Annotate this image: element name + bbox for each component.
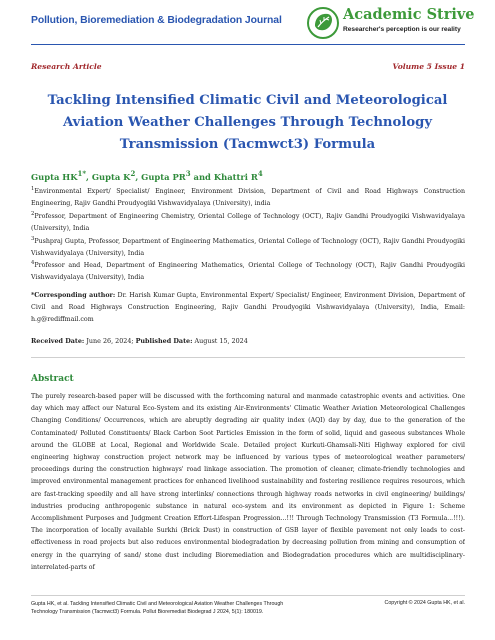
affiliation-4: $^4$Professor and Head, Department of Engineering Mathematics, Oriental College of Technology (OCT), Rajiv Gandhi Proudyogiki Vishwavidyalaya (University), India	[31, 260, 465, 282]
volume-issue: Volume 5 Issue 1	[392, 62, 465, 71]
affiliation-2: $^2$Professor, Department of Engineering Chemistry, Oriental College of Technology (OCT), Rajiv Gandhi Proudyogiki Vishwavidyalaya (University), India	[31, 211, 465, 233]
journal-name: Pollution, Bioremediation & Biodegradation Journal	[31, 15, 282, 26]
corresponding-label: *Corresponding author:	[31, 292, 116, 299]
section-divider	[31, 357, 465, 358]
received-label: Received Date:	[31, 337, 85, 345]
article-dates	[31, 337, 248, 345]
article-title: Tackling Intensified Climatic Civil and Meteorological Aviation Weather Challenges Through Technology Transmission (Tacmwct3) Formula	[47, 93, 448, 152]
brain-leaf-logo-icon	[306, 6, 340, 44]
article-type: Research Article	[31, 62, 102, 71]
abstract-heading: Abstract	[31, 374, 74, 384]
corresponding-author	[31, 290, 465, 326]
copyright: Copyright © 2024 Gupta HK, et al.	[384, 600, 465, 606]
published-label: Published Date:	[135, 337, 193, 345]
citation: Gupta HK, et al. Tackling Intensified Climatic Civil and Meteorological Aviation Weather Challenges Through Technology Transmission (Tacmwct3) Formula. Pollut Bioremediat Biodegrad J 2024, 5(1): 180019.	[31, 601, 284, 615]
publisher-name: Academic Strive	[343, 6, 475, 23]
footer-divider	[31, 595, 465, 596]
header-divider	[31, 44, 465, 45]
affiliation-1: $^1$Environmental Expert/ Specialist/ Engineer, Environment Division, Department of Civil and Road Highways Construction Engineering, Rajiv Gandhi Proudyogiki Vishwavidyalaya (University), india	[31, 186, 465, 208]
affiliation-3: $^3$Pushpraj Gupta, Professor, Department of Engineering Mathematics, Oriental College of Technology (OCT), Rajiv Gandhi Proudyogiki Vishwavidyalaya (University), India	[31, 236, 465, 258]
published-date: August 15, 2024	[194, 337, 248, 345]
author-list: Gupta $HK^{1*}$, Gupta $K^2$, Gupta $PR^3$ and Khattri $R^4$	[31, 169, 263, 182]
abstract-text: The purely research-based paper will be discussed with the forthcoming natural and manmade catastrophic events and activities. One day which may affect our Natural Eco-System and its existing Air-Environments' Climatic Weather Aviation Meteorological Challenges Changing Conditions/ Occurrences, which are abruptly degrading air quality index (AQI) day by day, due to the generation of the Contaminated/ Polluted Constituents/ Black Carbon Soot Particles Emission in the form of solid, liquid and gaseous substances Whole around the GLOBE at Local, Regional and Worldwide Scale. Detailed project Kurkuti-Ghamsali-Niti Highway explored for civil engineering highway construction project network may be influenced by various types of meteorological weather parameters/ proceedings during the construction highways' road linkage association. The promotion of cleaner, climate-friendly technologies and improved environmental management practices for enhanced livelihood sustainability and fostering resilience requires resources, which are fast-tracking speedily and all have strong interlinks/ connections through highway roads networks in civil engineering/ buildings/ industries producing anthropogenic substance in natural eco-system and its environment as depicted in Figure 1: Scheme Accomplishment Purposes and Judgment Creation Effort-Lifespan Progression...!!! Through Technology Transmission (T3 Formula...!!!). The incorporation of locally available Surkhi (Brick Dust) in construction of GSB layer of flexible pavement not only leads to cost-effectiveness in road projects but also reduces environmental biodegradation by decreasing pollution from mining and consumption of energy in the quarrying of sand/ stone dust including Bioremediation and Biodegradation procedures which are multidisciplinary-interrelated-parts of	[31, 393, 465, 571]
publisher-logo[interactable]	[306, 6, 475, 40]
corresponding-text[interactable]: Dr. Harish Kumar Gupta, Environmental Expert/ Specialist/ Engineer, Environment Division, Department of Civil and Road Highways Construction Engineering, Rajiv Gandhi Proudyogiki Vishwavidyalaya (University), India, Email: h.g@rediffmail.com	[31, 292, 465, 323]
publisher-tagline: Researcher's perception is our reality	[343, 26, 461, 33]
received-date: June 26, 2024;	[86, 337, 134, 345]
